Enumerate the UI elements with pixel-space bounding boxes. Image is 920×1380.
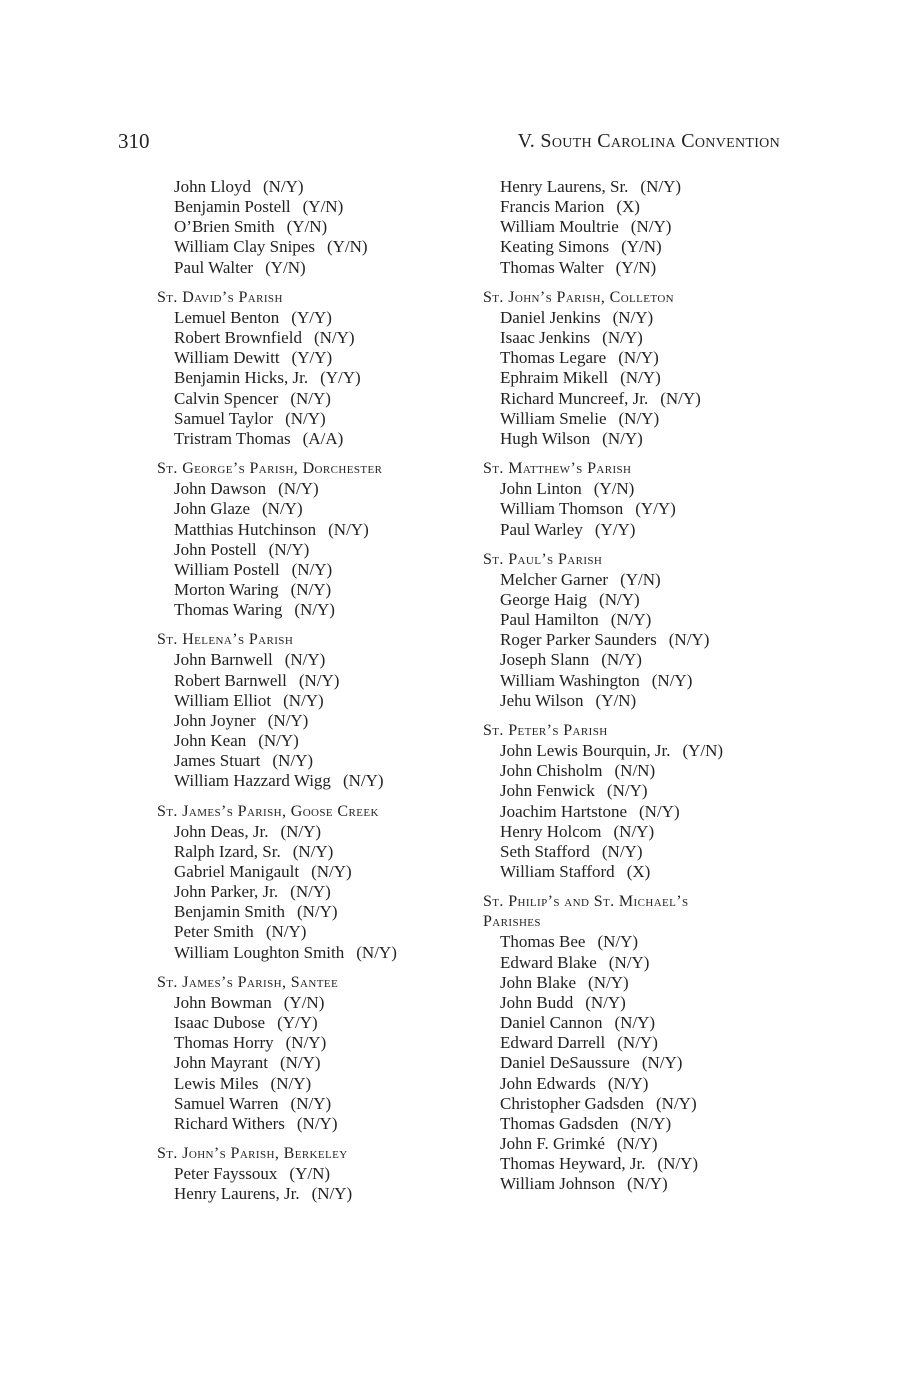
delegate-vote: (N/Y) [290, 579, 332, 599]
delegate-name: William Dewitt [174, 348, 280, 368]
delegate-entry [157, 671, 457, 691]
delegate-entry [157, 499, 457, 519]
delegate-entry [157, 368, 457, 388]
delegate-vote: (N/Y) [328, 519, 369, 539]
delegate-entry [157, 771, 457, 791]
parish-section [483, 721, 783, 882]
delegate-name: Henry Laurens, Sr. [500, 177, 629, 196]
right-column [483, 177, 783, 1195]
delegate-entry [483, 741, 783, 761]
delegate-name: George Haig [500, 589, 588, 609]
delegate-vote: (N/Y) [280, 821, 322, 841]
delegate-name: Benjamin Postell [174, 197, 291, 217]
parish-section [157, 802, 457, 963]
delegate-name: Samuel Warren [174, 1093, 279, 1113]
delegate-name: John Parker, Jr. [174, 882, 279, 902]
delegate-vote: (N/Y) [294, 600, 335, 620]
delegate-name: Ephraim Mikell [500, 368, 609, 388]
delegate-entry [157, 429, 457, 449]
delegate-entry [157, 237, 457, 257]
parish-section [483, 177, 783, 278]
parish-section [157, 973, 457, 1134]
delegate-name: John Edwards [500, 1073, 596, 1093]
delegate-entry [483, 368, 783, 388]
delegate-vote: (N/Y) [641, 1053, 683, 1073]
parish-heading: St. James’s Parish, Santee [157, 973, 339, 991]
delegate-name: Henry Laurens, Jr. [174, 1184, 300, 1204]
delegate-entry [157, 580, 457, 600]
delegate-vote: (N/Y) [606, 781, 648, 801]
left-column [157, 177, 457, 1205]
parish-heading: St. Philip’s and St. Michael’s [483, 893, 689, 911]
delegate-entry [483, 1094, 783, 1114]
delegate-entry [483, 570, 783, 590]
delegate-entry [157, 993, 457, 1013]
delegate-name: Matthias Hutchinson [174, 519, 317, 539]
page-number: 310 [118, 129, 150, 153]
delegate-entry [483, 691, 783, 711]
delegate-vote: (N/Y) [285, 1033, 327, 1053]
delegate-vote: (N/Y) [290, 388, 331, 408]
delegate-name: John Barnwell [174, 650, 273, 670]
delegate-entry [483, 802, 783, 822]
delegate-vote: (N/Y) [311, 1184, 353, 1204]
delegate-entry [483, 862, 783, 882]
delegate-name: Richard Muncreef, Jr. [500, 388, 649, 408]
parish-heading: St. John’s Parish, Berkeley [157, 1145, 348, 1163]
parish-section [157, 459, 457, 620]
delegate-vote: (Y/N) [265, 257, 306, 277]
delegate-name: Samuel Taylor [174, 408, 274, 428]
delegate-entry [483, 258, 783, 278]
delegate-name: Thomas Legare [500, 348, 607, 368]
delegate-entry [483, 520, 783, 540]
delegate-name: John Lloyd [174, 177, 251, 196]
delegate-name: John F. Grimké [500, 1134, 605, 1154]
delegate-name: John Linton [500, 479, 582, 499]
parish-heading: St. Helena’s Parish [157, 631, 294, 649]
parish-section [157, 1144, 457, 1204]
delegate-entry [483, 237, 783, 257]
delegate-vote: (N/Y) [601, 841, 643, 861]
delegate-entry [157, 540, 457, 560]
delegate-name: Richard Withers [174, 1113, 285, 1133]
delegate-vote: (N/Y) [620, 368, 661, 388]
delegate-vote: (N/Y) [640, 177, 682, 196]
delegate-vote: (N/Y) [278, 479, 319, 499]
delegate-vote: (Y/Y) [291, 307, 332, 327]
parish-section [483, 288, 783, 449]
delegate-vote: (Y/N) [302, 197, 344, 217]
delegate-entry [157, 731, 457, 751]
delegate-name: Lemuel Benton [174, 307, 280, 327]
delegate-name: Peter Fayssoux [174, 1164, 278, 1184]
delegate-vote: (N/Y) [614, 1013, 656, 1033]
delegate-name: Morton Waring [174, 579, 279, 599]
delegate-entry [157, 520, 457, 540]
delegate-vote: (N/Y) [262, 177, 304, 196]
delegate-entry [157, 258, 457, 278]
delegate-name: Thomas Heyward, Jr. [500, 1154, 646, 1174]
delegate-entry [157, 197, 457, 217]
delegate-entry [483, 761, 783, 781]
delegate-entry [483, 1033, 783, 1053]
delegate-name: William Clay Snipes [174, 237, 315, 257]
delegate-entry [157, 822, 457, 842]
delegate-name: Ralph Izard, Sr. [174, 841, 281, 861]
delegate-entry [157, 751, 457, 771]
delegate-entry [157, 1053, 457, 1073]
delegate-entry [483, 932, 783, 952]
delegate-name: John Kean [174, 731, 247, 751]
delegate-vote: (Y/N) [615, 257, 657, 277]
delegate-vote: (N/Y) [656, 1093, 697, 1113]
delegate-entry [483, 781, 783, 801]
delegate-entry [483, 993, 783, 1013]
delegate-vote: (N/Y) [608, 952, 650, 972]
delegate-name: William Washington [500, 670, 640, 690]
delegate-name: Henry Holcom [500, 821, 602, 841]
delegate-entry [483, 650, 783, 670]
delegate-vote: (Y/N) [283, 992, 325, 1012]
parish-heading: St. David’s Parish [157, 288, 283, 306]
delegate-vote: (N/Y) [588, 972, 629, 992]
parish-section [483, 459, 783, 540]
delegate-name: William Stafford [500, 862, 615, 881]
delegate-entry [483, 630, 783, 650]
delegate-vote: (N/Y) [618, 408, 660, 428]
delegate-name: Thomas Waring [174, 600, 283, 620]
delegate-name: Melcher Garner [500, 569, 609, 589]
delegate-vote: (N/Y) [296, 902, 338, 922]
delegate-entry [157, 328, 457, 348]
delegate-entry [483, 499, 783, 519]
delegate-name: Calvin Spencer [174, 388, 279, 408]
delegate-vote: (N/Y) [660, 388, 701, 408]
delegate-entry [483, 842, 783, 862]
parish-section [157, 630, 457, 791]
delegate-name: William Postell [174, 559, 280, 579]
delegate-vote: (N/Y) [311, 862, 352, 881]
delegate-entry [483, 822, 783, 842]
delegate-name: O’Brien Smith [174, 217, 275, 237]
delegate-entry [157, 409, 457, 429]
delegate-vote: (N/Y) [617, 1033, 658, 1053]
delegate-name: William Johnson [500, 1174, 616, 1194]
delegate-entry [157, 922, 457, 942]
delegate-name: Peter Smith [174, 922, 254, 942]
delegate-name: John Lewis Bourquin, Jr. [500, 741, 671, 761]
delegate-vote: (Y/Y) [320, 368, 361, 388]
delegate-vote: (Y/N) [620, 569, 661, 589]
delegate-entry [483, 409, 783, 429]
delegate-vote: (N/Y) [612, 307, 654, 327]
delegate-vote: (N/Y) [258, 731, 299, 751]
running-head: V. South Carolina Convention [517, 130, 780, 152]
delegate-name: John Dawson [174, 479, 267, 499]
delegate-name: James Stuart [174, 751, 261, 771]
delegate-name: Daniel Cannon [500, 1013, 603, 1033]
delegate-entry [157, 560, 457, 580]
delegate-vote: (N/Y) [292, 841, 334, 861]
delegate-name: Thomas Walter [500, 257, 604, 277]
delegate-vote: (N/Y) [342, 771, 384, 791]
delegate-entry [483, 389, 783, 409]
delegate-vote: (X) [626, 862, 651, 881]
delegate-entry [157, 177, 457, 197]
delegate-name: John Budd [500, 992, 574, 1012]
delegate-vote: (Y/N) [682, 741, 724, 761]
delegate-entry [483, 1074, 783, 1094]
delegate-name: Thomas Bee [500, 932, 586, 952]
delegate-name: Isaac Dubose [174, 1013, 266, 1033]
delegate-name: Benjamin Smith [174, 902, 285, 922]
delegate-entry [157, 1094, 457, 1114]
delegate-name: William Thomson [500, 499, 624, 519]
delegate-name: John Postell [174, 539, 257, 559]
delegate-entry [483, 1053, 783, 1073]
delegate-name: William Moultrie [500, 217, 619, 237]
delegate-entry [483, 1174, 783, 1194]
delegate-entry [157, 1013, 457, 1033]
delegate-vote: (N/Y) [657, 1154, 699, 1174]
delegate-entry [483, 328, 783, 348]
delegate-vote: (N/Y) [313, 328, 355, 348]
delegate-entry [157, 842, 457, 862]
delegate-entry [157, 691, 457, 711]
delegate-vote: (N/Y) [618, 348, 659, 368]
delegate-name: John Glaze [174, 499, 251, 519]
delegate-entry [157, 1164, 457, 1184]
delegate-entry [483, 429, 783, 449]
delegate-vote: (N/N) [614, 761, 656, 781]
parish-heading: St. James’s Parish, Goose Creek [157, 802, 379, 820]
delegate-entry [483, 197, 783, 217]
delegate-name: Jehu Wilson [500, 690, 584, 710]
delegate-vote: (Y/N) [593, 479, 635, 499]
delegate-name: William Elliot [174, 690, 272, 710]
delegate-entry [483, 308, 783, 328]
delegate-vote: (N/Y) [284, 650, 326, 670]
parish-section [157, 177, 457, 278]
delegate-entry [483, 610, 783, 630]
delegate-vote: (N/Y) [267, 710, 309, 730]
delegate-name: John Fenwick [500, 781, 595, 801]
delegate-name: Benjamin Hicks, Jr. [174, 368, 309, 388]
delegate-vote: (N/Y) [270, 1073, 312, 1093]
delegate-name: Robert Barnwell [174, 670, 287, 690]
delegate-name: Seth Stafford [500, 841, 590, 861]
delegate-vote: (N/Y) [599, 589, 640, 609]
parish-section [483, 550, 783, 711]
delegate-entry [483, 1154, 783, 1174]
delegate-vote: (X) [616, 197, 640, 217]
delegate-vote: (N/Y) [602, 428, 643, 448]
delegate-entry [157, 862, 457, 882]
delegate-entry [157, 1033, 457, 1053]
delegate-entry [157, 389, 457, 409]
delegate-vote: (N/Y) [613, 821, 655, 841]
delegate-vote: (N/Y) [262, 499, 303, 519]
delegate-vote: (N/Y) [272, 751, 314, 771]
parish-section [157, 288, 457, 449]
delegate-vote: (N/Y) [290, 882, 331, 902]
delegate-name: Tristram Thomas [174, 428, 291, 448]
delegate-entry [483, 973, 783, 993]
delegate-name: Daniel DeSaussure [500, 1053, 630, 1073]
delegate-name: William Hazzard Wigg [174, 771, 331, 791]
delegate-vote: (Y/Y) [594, 519, 636, 539]
delegate-vote: (A/A) [302, 428, 344, 448]
parish-section [483, 892, 783, 1194]
delegate-name: Roger Parker Saunders [500, 630, 657, 650]
delegate-entry [483, 1013, 783, 1033]
delegate-entry [157, 882, 457, 902]
parish-heading: St. Matthew’s Parish [483, 460, 632, 478]
delegate-name: Paul Hamilton [500, 610, 599, 630]
delegate-entry [483, 217, 783, 237]
delegate-entry [157, 1114, 457, 1134]
delegate-name: Edward Darrell [500, 1033, 606, 1053]
delegate-vote: (Y/N) [621, 237, 662, 257]
parish-heading: St. Paul’s Parish [483, 550, 603, 568]
delegate-vote: (N/Y) [283, 690, 324, 710]
delegate-vote: (N/Y) [639, 801, 680, 821]
delegate-entry [157, 348, 457, 368]
delegate-vote: (N/Y) [602, 328, 643, 348]
delegate-name: John Joyner [174, 710, 256, 730]
delegate-name: Edward Blake [500, 952, 597, 972]
delegate-entry [157, 711, 457, 731]
delegate-vote: (N/Y) [585, 992, 626, 1012]
delegate-entry [157, 650, 457, 670]
delegate-name: Thomas Horry [174, 1033, 274, 1053]
delegate-name: Paul Warley [500, 519, 583, 539]
delegate-name: Keating Simons [500, 237, 610, 257]
delegate-name: Hugh Wilson [500, 428, 591, 448]
delegate-name: Francis Marion [500, 197, 605, 217]
delegate-vote: (Y/N) [595, 690, 637, 710]
delegate-name: Lewis Miles [174, 1073, 259, 1093]
delegate-name: Paul Walter [174, 257, 254, 277]
delegate-entry [483, 1114, 783, 1134]
delegate-vote: (N/Y) [291, 559, 333, 579]
delegate-vote: (N/Y) [296, 1113, 338, 1133]
delegate-entry [157, 217, 457, 237]
parish-heading: St. George’s Parish, Dorchester [157, 460, 383, 478]
delegate-name: John Blake [500, 972, 577, 992]
delegate-vote: (N/Y) [668, 630, 710, 650]
delegate-vote: (Y/N) [289, 1164, 331, 1184]
delegate-name: John Bowman [174, 992, 272, 1012]
delegate-name: Gabriel Manigault [174, 862, 300, 881]
delegate-entry [157, 1184, 457, 1204]
delegate-name: John Deas, Jr. [174, 821, 269, 841]
delegate-vote: (Y/N) [286, 217, 328, 237]
delegate-vote: (N/Y) [597, 932, 639, 952]
delegate-entry [157, 943, 457, 963]
delegate-entry [483, 1134, 783, 1154]
delegate-vote: (N/Y) [290, 1093, 332, 1113]
parish-heading-continued: Parishes [483, 913, 541, 931]
delegate-entry [483, 590, 783, 610]
delegate-entry [157, 902, 457, 922]
delegate-vote: (N/Y) [627, 1174, 668, 1194]
delegate-vote: (N/Y) [298, 670, 340, 690]
delegate-name: Joachim Hartstone [500, 801, 627, 821]
delegate-vote: (Y/Y) [635, 499, 676, 519]
delegate-vote: (N/Y) [616, 1134, 658, 1154]
delegate-name: John Mayrant [174, 1053, 268, 1073]
delegate-vote: (N/Y) [601, 650, 642, 670]
delegate-vote: (Y/Y) [291, 348, 333, 368]
delegate-entry [157, 600, 457, 620]
delegate-vote: (N/Y) [610, 610, 652, 630]
delegate-vote: (Y/N) [326, 237, 368, 257]
delegate-name: William Loughton Smith [174, 942, 345, 962]
delegate-vote: (N/Y) [285, 408, 326, 428]
delegate-vote: (N/Y) [279, 1053, 321, 1073]
delegate-vote: (N/Y) [356, 942, 397, 962]
delegate-name: Robert Brownfield [174, 328, 302, 348]
delegate-entry [157, 308, 457, 328]
delegate-entry [483, 479, 783, 499]
parish-heading: St. John’s Parish, Colleton [483, 288, 675, 306]
delegate-vote: (N/Y) [630, 217, 672, 237]
delegate-name: William Smelie [500, 408, 607, 428]
delegate-vote: (N/Y) [607, 1073, 649, 1093]
parish-heading: St. Peter’s Parish [483, 721, 608, 739]
delegate-name: John Chisholm [500, 761, 603, 781]
delegate-entry [483, 177, 783, 197]
delegate-vote: (N/Y) [651, 670, 693, 690]
delegate-vote: (N/Y) [630, 1113, 672, 1133]
delegate-entry [483, 348, 783, 368]
delegate-name: Joseph Slann [500, 650, 590, 670]
delegate-vote: (N/Y) [268, 539, 310, 559]
delegate-entry [483, 671, 783, 691]
delegate-name: Christopher Gadsden [500, 1093, 645, 1113]
delegate-name: Daniel Jenkins [500, 307, 601, 327]
delegate-entry [157, 1074, 457, 1094]
delegate-vote: (N/Y) [265, 922, 307, 942]
delegate-entry [157, 479, 457, 499]
delegate-name: Thomas Gadsden [500, 1113, 619, 1133]
delegate-vote: (Y/Y) [277, 1013, 318, 1033]
delegate-name: Isaac Jenkins [500, 328, 591, 348]
delegate-entry [483, 953, 783, 973]
